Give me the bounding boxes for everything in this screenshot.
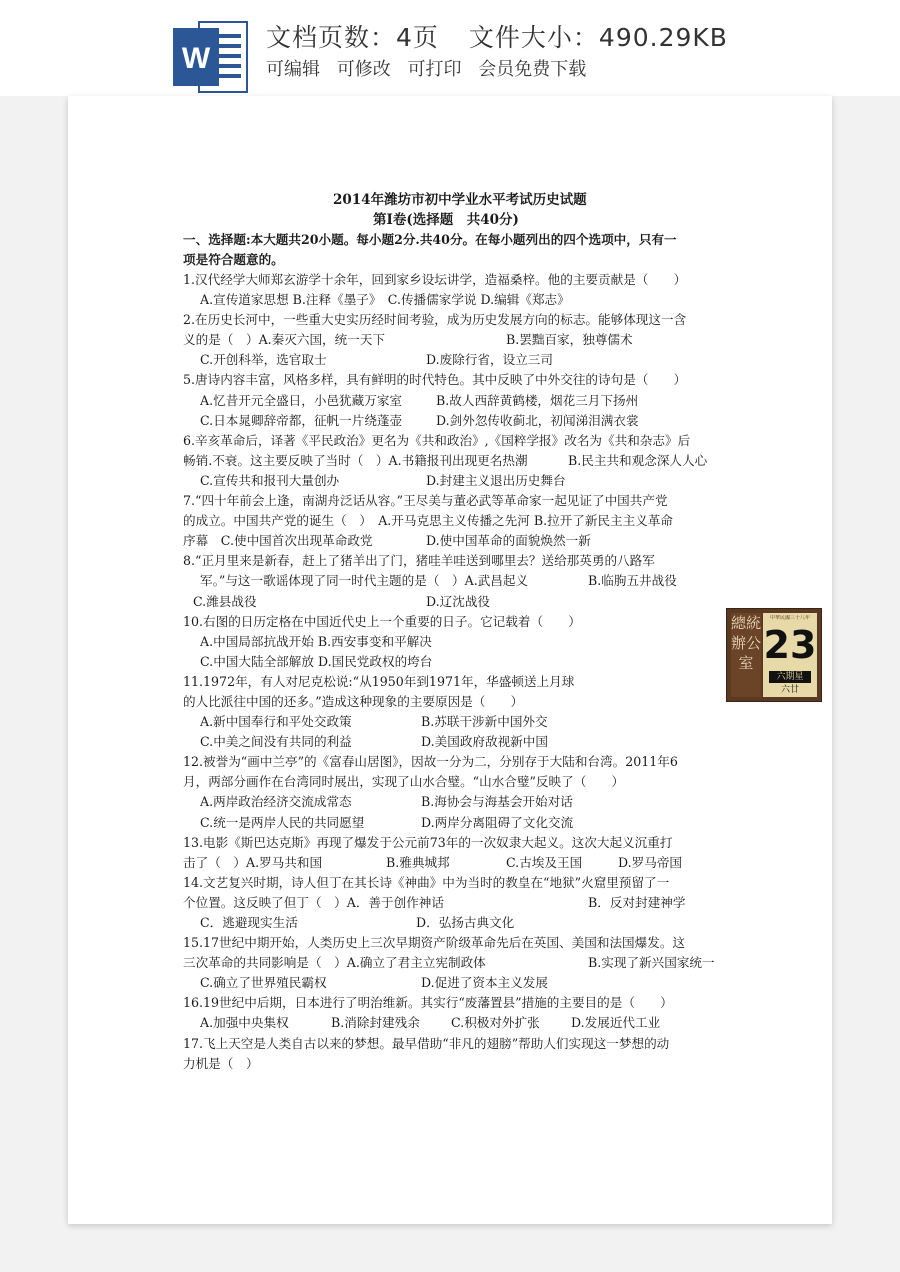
- answer-option: B.消除封建残余: [331, 1015, 420, 1031]
- feature-list: [266, 55, 597, 81]
- document-line: [183, 652, 788, 672]
- calendar-year: 中華民國三十八年: [769, 615, 810, 621]
- answer-option: B.实现了新兴国家统一: [588, 955, 715, 971]
- section-instructions: 一、选择题:本大题共20小题。每小题2分.共40分。在每小题列出的四个选项中，只有一 项是符合题意的。: [183, 232, 677, 268]
- line-text: 14.文艺复兴时期，诗人但丁在其长诗《神曲》中为当时的教皇在“地狱”火窟里预留了一: [183, 874, 670, 890]
- calendar-day: 23: [763, 623, 817, 667]
- document-line: [183, 953, 788, 973]
- line-text: 12.被誉为“画中兰亭”的《富春山居图》，因故一分为二，分别存于大陆和台湾。2011年6: [183, 754, 678, 770]
- document-line: [183, 551, 788, 571]
- document-line: [183, 571, 788, 591]
- line-text: C.中美之间没有共同的利益: [200, 734, 352, 750]
- feature-member-download: 会员免费下载: [478, 59, 587, 80]
- line-text: A.忆昔开元全盛日，小邑犹藏万家室: [200, 392, 403, 408]
- answer-option: C.古埃及王国: [506, 854, 583, 870]
- document-line: [183, 732, 788, 752]
- calendar-image: [726, 608, 822, 702]
- word-document-icon: [171, 18, 251, 96]
- line-text: C．逃避现实生活: [200, 915, 298, 930]
- answer-option: D.罗马帝国: [618, 854, 683, 870]
- line-text: 11.1972年，有人对尼克松说:“从1950年到1971年，华盛顿送上月球: [183, 673, 575, 689]
- line-text: C.开创科举，选官取士: [200, 352, 327, 368]
- line-text: 的人比派往中国的还多。”造成这种现象的主要原因是（ ）: [183, 693, 524, 709]
- line-text: C.确立了世界殖民霸权: [200, 975, 327, 991]
- line-text: C.统一是两岸人民的共同愿望: [200, 814, 365, 830]
- line-text: A.宣传道家思想 B.注释《墨子》 C.传播儒家学说 D.编辑《郑志》: [200, 292, 570, 308]
- document-line: [183, 913, 788, 933]
- line-text: 7.“四十年前会上逢，南湖舟泛话从容。”王尽美与董必武等革命家一起见证了中国共产党: [183, 493, 668, 509]
- answer-option: B.雅典城邦: [386, 854, 450, 870]
- answer-option: D.发展近代工业: [571, 1015, 661, 1031]
- svg-text:W: W: [181, 42, 211, 75]
- document-line: [183, 813, 788, 833]
- document-line: [183, 632, 788, 652]
- answer-option: B.罢黜百家，独尊儒术: [506, 332, 633, 348]
- document-line: [183, 933, 788, 953]
- document-line: [183, 471, 788, 491]
- document-line: [183, 592, 788, 612]
- document-line: [183, 893, 788, 913]
- document-line: [183, 833, 788, 853]
- line-text: 三次革命的共同影响是（ ）A.确立了君主立宪制政体: [183, 955, 486, 971]
- document-line: [183, 531, 788, 551]
- download-header: [0, 0, 900, 96]
- answer-option: D.封建主义退出历史舞台: [426, 472, 566, 488]
- document-line: [183, 752, 788, 772]
- document-line: [183, 290, 788, 310]
- feature-printable: 可打印: [407, 59, 462, 80]
- line-text: 序幕 C.使中国首次出现革命政党: [183, 533, 373, 549]
- line-text: 义的是（ ）A.秦灭六国，统一天下: [183, 332, 386, 348]
- answer-option: B.民主共和观念深人人心: [568, 452, 708, 468]
- line-text: 1.汉代经学大师郑玄游学十余年，回到家乡设坛讲学，造福桑梓。他的主要贡献是（ ）: [183, 272, 687, 287]
- file-info: [266, 18, 728, 54]
- line-text: 6.辛亥革命后，译著《平民政治》更名为《共和政治》,《国粹学报》改名为《共和杂志》后: [183, 432, 691, 448]
- document-line: [183, 672, 788, 692]
- document-line: [183, 270, 788, 290]
- document-line: [183, 491, 788, 511]
- document-line: [183, 612, 788, 632]
- line-text: C.潍县战役: [193, 593, 257, 609]
- line-text: 16.19世纪中后期，日本进行了明治维新。其实行“废藩置县”措施的主要目的是（ ）: [183, 995, 673, 1011]
- answer-option: D.使中国革命的面貌焕然一新: [426, 533, 591, 549]
- line-text: 的成立。中国共产党的诞生（ ） A.开马克思主义传播之先河 B.拉开了新民主主义革命: [183, 513, 674, 529]
- answer-option: B.故人西辞黄鹤楼，烟花三月下扬州: [436, 392, 639, 408]
- document-line: [183, 411, 788, 431]
- line-text: C.中国大陆全部解放 D.国民党政权的垮台: [200, 653, 433, 669]
- document-line: [183, 792, 788, 812]
- document-line: [183, 973, 788, 993]
- answer-option: D.促进了资本主义发展: [421, 975, 548, 991]
- answer-option: D.辽沈战役: [426, 593, 491, 609]
- document-line: [183, 1034, 788, 1054]
- line-text: A.加强中央集权: [200, 1015, 289, 1031]
- line-text: 5.唐诗内容丰富，风格多样，具有鲜明的时代特色。其中反映了中外交往的诗句是（ ）: [183, 372, 687, 388]
- line-text: 个位置。这反映了但丁（ ）A．善于创作神话: [183, 894, 444, 910]
- line-text: 13.电影《斯巴达克斯》再现了爆发于公元前73年的一次奴隶大起义。这次大起义沉重打: [183, 834, 673, 850]
- answer-option: B.苏联干涉新中国外交: [421, 714, 548, 730]
- line-text: 月，两部分画作在台湾同时展出，实现了山水合璧。“山水合璧”反映了（ ）: [183, 774, 625, 790]
- answer-option: D．弘扬古典文化: [416, 915, 515, 930]
- document-line: [183, 310, 788, 330]
- exam-subtitle: 第I卷(选择题 共40分): [373, 212, 519, 228]
- document-line: [183, 451, 788, 471]
- calendar-office-label: 總統辦公室: [731, 613, 761, 697]
- calendar-weekday: 六期星: [769, 671, 811, 683]
- line-text: 15.17世纪中期开始，人类历史上三次早期资产阶级革命先后在英国、美国和法国爆发。这: [183, 935, 686, 951]
- line-text: A.两岸政治经济交流成常态: [200, 794, 352, 810]
- answer-option: D.两岸分离阻碍了文化交流: [421, 814, 574, 830]
- answer-option: D.废除行省，设立三司: [426, 352, 553, 368]
- file-size: 文件大小：490.29KB: [468, 23, 728, 52]
- line-text: 17.飞上天空是人类自古以来的梦想。最早借助“非凡的翅膀”帮助人们实现这一梦想的动: [183, 1035, 670, 1051]
- line-text: C.日本晁卿辞帝都，征帆一片绕蓬壶: [200, 412, 403, 428]
- document-line: [183, 772, 788, 792]
- answer-option: D.美国政府敌视新中国: [421, 734, 548, 750]
- line-text: 畅销.不衰。这主要反映了当时（ ）A.书籍报刊出现更名热潮: [183, 452, 528, 468]
- line-text: C.宣传共和报刊大量创办: [200, 472, 340, 488]
- line-text: 2.在历史长河中，一些重大史实历经时间考验，成为历史发展方向的标志。能够体现这一含: [183, 312, 687, 328]
- document-line: [183, 692, 788, 712]
- document-line: [183, 853, 788, 873]
- document-line: [183, 873, 788, 893]
- answer-option: C.积极对外扩张: [451, 1015, 540, 1031]
- line-text: 军。”与这一歌谣体现了同一时代主题的是（ ）A.武昌起义: [200, 573, 529, 589]
- answer-option: D.剑外忽传收蓟北，初闻涕泪满衣裳: [436, 412, 639, 428]
- feature-modifiable: 可修改: [336, 59, 391, 80]
- document-line: [183, 993, 788, 1013]
- document-line: [183, 431, 788, 451]
- line-text: A.新中国奉行和平处交政策: [200, 714, 352, 730]
- page-count: 文档页数：4页: [266, 23, 439, 52]
- answer-option: B.临朐五井战役: [588, 573, 677, 589]
- question-lines: [183, 270, 788, 1074]
- line-text: 击了（ ）A.罗马共和国: [183, 854, 323, 870]
- exam-title: 2014年潍坊市初中学业水平考试历史试题: [333, 192, 587, 208]
- answer-option: B．反对封建神学: [588, 894, 686, 910]
- document-line: [183, 511, 788, 531]
- document-line: [183, 391, 788, 411]
- line-text: A.中国局部抗战开始 B.西安事变和平解决: [200, 633, 432, 649]
- answer-option: B.海协会与海基会开始对话: [421, 794, 573, 810]
- line-text: 8.“正月里来是新春，赶上了猪羊出了门，猪哇羊哇送到哪里去？送给那英勇的八路军: [183, 553, 655, 569]
- calendar-lunar-date: 六廿: [780, 685, 799, 695]
- feature-editable: 可编辑: [266, 59, 320, 80]
- document-line: [183, 350, 788, 370]
- document-line: [183, 1013, 788, 1033]
- document-line: [183, 330, 788, 350]
- document-page: [68, 96, 832, 1224]
- line-text: 力机是（ ）: [183, 1055, 259, 1071]
- document-line: [183, 370, 788, 390]
- document-line: [183, 1054, 788, 1074]
- line-text: 10.右图的日历定格在中国近代史上一个重要的日子。它记载着（ ）: [183, 613, 581, 629]
- document-line: [183, 712, 788, 732]
- calendar-sheet: [763, 613, 817, 697]
